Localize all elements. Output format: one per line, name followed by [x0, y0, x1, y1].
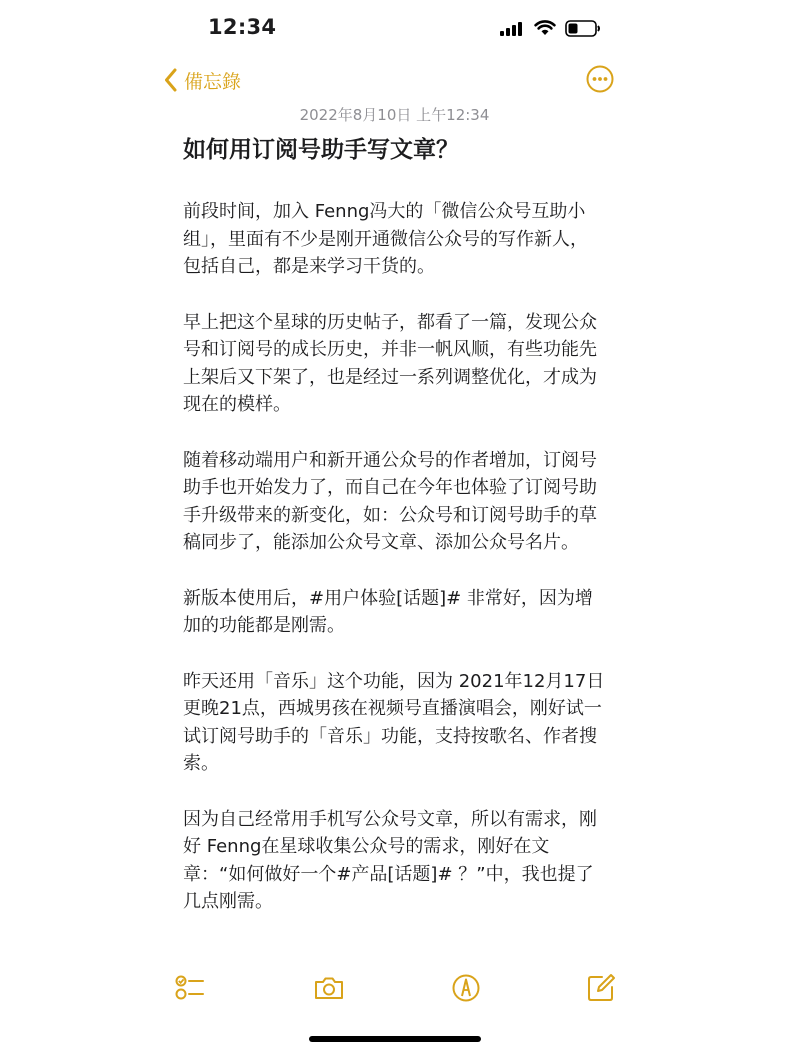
more-options-icon[interactable] [586, 65, 614, 93]
wifi-icon [534, 19, 556, 36]
note-paragraph[interactable]: 随着移动端用户和新开通公众号的作者增加，订阅号助手也开始发力了，而自己在今年也体验了订阅号助手升级带来的新变化，如：公众号和订阅号助手的草稿同步了，能添加公众号文章、添加公众号名片。 [183, 449, 597, 553]
compose-icon[interactable] [585, 972, 617, 1004]
bottom-toolbar [0, 966, 789, 1014]
note-body[interactable] [183, 198, 605, 944]
nav-bar [0, 58, 789, 102]
checklist-icon[interactable] [174, 972, 206, 1004]
markup-pen-icon[interactable] [450, 972, 482, 1004]
back-label: 備忘錄 [184, 70, 242, 93]
chevron-left-icon [164, 68, 178, 92]
status-bar [0, 0, 789, 56]
note-paragraph[interactable]: 因为自己经常用手机写公众号文章，所以有需求，刚好 Fenng在星球收集公众号的需求，刚好在文章：“如何做好一个#产品[话题]# ？”中，我也提了几点刚需。 [183, 808, 597, 912]
note-title[interactable]: 如何用订阅号助手写文章？ [183, 137, 459, 163]
note-paragraph[interactable]: 早上把这个星球的历史帖子，都看了一篇，发现公众号和订阅号的成长历史，并非一帆风顺，有些功能先上架后又下架了，也是经过一系列调整优化，才成为现在的模样。 [183, 311, 597, 415]
home-indicator[interactable] [309, 1036, 481, 1042]
note-date: 2022年8月10日 上午12:34 [299, 106, 490, 124]
back-button[interactable] [164, 64, 241, 96]
cellular-signal-icon [500, 22, 524, 36]
camera-icon[interactable] [313, 972, 345, 1004]
note-paragraph[interactable]: 新版本使用后，#用户体验[话题]# 非常好，因为增加的功能都是刚需。 [183, 587, 593, 636]
note-paragraph[interactable]: 昨天还用「音乐」这个功能，因为 2021年12月17日更晚21点，西城男孩在视频号直播演唱会，刚好试一试订阅号助手的「音乐」功能，支持按歌名、作者搜索。 [183, 670, 605, 774]
battery-icon [565, 20, 601, 37]
status-time: 12:34 [208, 15, 277, 39]
note-paragraph[interactable]: 前段时间，加入 Fenng冯大的「微信公众号互助小组」，里面有不少是刚开通微信公众号的写作新人，包括自己，都是来学习干货的。 [183, 201, 588, 277]
